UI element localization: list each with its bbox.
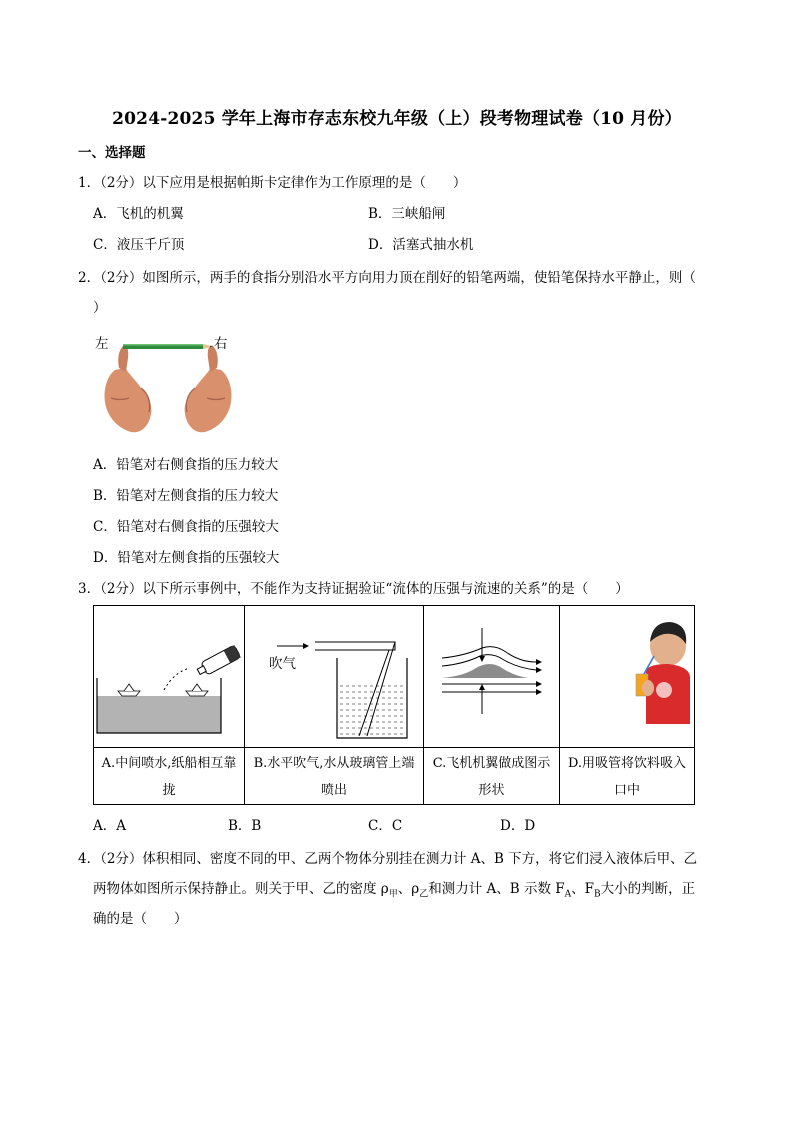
q3-option-a: A．A <box>93 818 126 834</box>
q2-option-c: C．铅笔对右侧食指的压强较大 <box>93 519 279 535</box>
q3-caption-b-line2: 喷出 <box>320 783 347 798</box>
q4-line2-part4: 、F <box>571 881 594 897</box>
q3-cell-c-figure <box>424 606 560 748</box>
q2-stem-line2: ） <box>93 300 107 316</box>
q3-caption-c-line1: C.飞机机翼做成图示 <box>432 756 551 771</box>
q2-stem-line1: 2．（2分）如图所示，两手的食指分别沿水平方向用力顶在削好的铅笔两端，使铅笔保持水平静止，则（ <box>78 270 696 286</box>
q4-sub-yi: 乙 <box>419 889 429 900</box>
blow-label: 吹气 <box>269 656 296 672</box>
q4-stem-line3: 确的是（ ） <box>93 911 188 927</box>
q2-option-a: A．铅笔对右侧食指的压力较大 <box>93 457 279 473</box>
label-left: 左 <box>95 336 109 352</box>
q3-caption-b <box>245 748 424 805</box>
q3-caption-d-line2: 口中 <box>613 783 640 798</box>
q3-caption-d-line1: D.用吸管将饮料吸入 <box>567 756 687 771</box>
q3-cell-d-figure <box>560 606 695 748</box>
q3-figure-table <box>93 605 695 805</box>
section-heading: 一、选择题 <box>78 145 146 161</box>
q4-stem-line1: 4．（2分）体积相同、密度不同的甲、乙两个物体分别挂在测力计 A、B 下方，将它们浸入液体后甲、乙 <box>78 851 698 867</box>
label-right: 右 <box>214 336 228 352</box>
q2-option-d: D．铅笔对左侧食指的压强较大 <box>93 550 280 566</box>
q4-line2-part5: 大小的判断，正 <box>600 881 696 897</box>
q4-line2-part3: 和测力计 A、B 示数 F <box>428 881 565 897</box>
q4-sub-a: A <box>564 889 572 900</box>
q3-caption-c-line2: 形状 <box>478 783 505 798</box>
q4-stem-line2 <box>93 879 695 905</box>
q3-cell-a-figure <box>94 606 245 748</box>
q3-cell-b-figure <box>245 606 424 748</box>
q3-option-c: C．C <box>368 818 403 834</box>
q4-sub-jia: 甲 <box>388 889 398 900</box>
q2-pencil-figure <box>93 328 243 438</box>
q3-option-d: D．D <box>500 818 536 834</box>
q1-option-a: A．飞机的机翼 <box>93 206 184 222</box>
q4-line2-part1: 两物体如图所示保持静止。则关于甲、乙的密度 ρ <box>93 881 389 897</box>
page-title: 2024-2025 学年上海市存志东校九年级（上）段考物理试卷（10 月份） <box>112 109 682 129</box>
q4-sub-b: B <box>594 889 601 900</box>
q2-option-b: B．铅笔对左侧食指的压力较大 <box>93 488 279 504</box>
q3-caption-a-line1: A.中间喷水,纸船相互靠 <box>101 756 237 771</box>
q1-stem: 1．（2分）以下应用是根据帕斯卡定律作为工作原理的是（ ） <box>78 175 467 191</box>
q3-caption-a <box>94 748 245 805</box>
q3-option-b: B．B <box>228 818 262 834</box>
q3-caption-a-line2: 拢 <box>162 783 176 798</box>
q1-option-d: D．活塞式抽水机 <box>368 237 474 253</box>
q3-caption-c <box>424 748 560 805</box>
q3-caption-d <box>560 748 695 805</box>
q3-caption-b-line1: B.水平吹气,水从玻璃管上端 <box>253 756 415 771</box>
q3-stem: 3．（2分）以下所示事例中，不能作为支持证据验证“流体的压强与流速的关系”的是（ ） <box>78 581 629 597</box>
q4-line2-part2: 、ρ <box>397 881 420 897</box>
q1-option-c: C．液压千斤顶 <box>93 237 185 253</box>
q1-option-b: B．三峡船闸 <box>368 206 446 222</box>
